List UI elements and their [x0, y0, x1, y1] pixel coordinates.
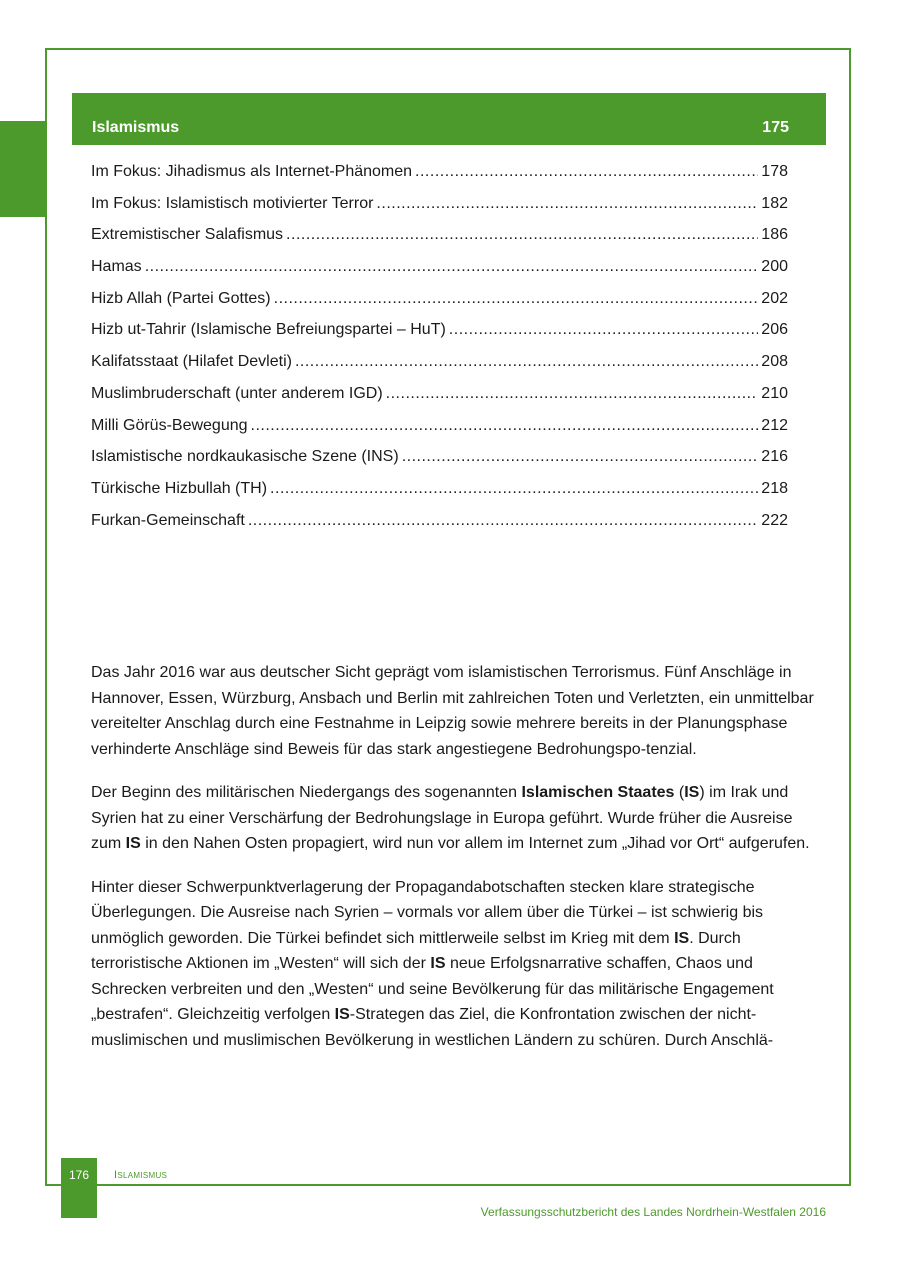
toc-leader [286, 226, 758, 244]
bold-term: IS [674, 929, 690, 947]
toc-entry-page: 222 [761, 511, 788, 529]
toc-entry-label: Milli Görüs-Bewegung [91, 416, 248, 434]
toc-header [72, 93, 826, 145]
bold-term: Islamischen Staates [521, 784, 675, 801]
table-of-contents [91, 163, 788, 543]
toc-entry[interactable] [91, 512, 788, 544]
toc-entry[interactable] [91, 417, 788, 449]
toc-entry-label: Hizb Allah (Partei Gottes) [91, 289, 271, 307]
toc-entry-page: 182 [761, 194, 788, 212]
text-run: neue Erfolgsnarrative schaffen, Chaos und Schrecken verbreiten und den „Westen“ und seine Bevölkerung für das militärische Engagement „bestrafen“. Gleichzeitig verfolgen [91, 955, 774, 1023]
toc-leader [386, 385, 759, 403]
paragraph-3 [91, 875, 826, 1054]
toc-entry[interactable] [91, 290, 788, 322]
toc-leader [449, 321, 759, 339]
toc-leader [402, 448, 759, 466]
body-text [91, 660, 826, 1071]
toc-leader [376, 195, 758, 213]
toc-entry-label: Muslimbruderschaft (unter anderem IGD) [91, 384, 383, 402]
text-run: . Durch terroristische Aktionen im „Westen“ will sich der [91, 929, 741, 972]
toc-entry[interactable] [91, 353, 788, 385]
toc-entry-label: Im Fokus: Islamistisch motivierter Terror [91, 194, 374, 212]
toc-entry-label: Hamas [91, 258, 142, 276]
toc-entry-page: 208 [761, 353, 788, 371]
paragraph-1: Das Jahr 2016 war aus deutscher Sicht geprägt vom islamistischen Terrorismus. Fünf Anschläge in Hannover, Essen, Würzburg, Ansbach und Berlin mit zahlreichen Toten und Verletzten, ein unmittelbar vereitelter Anschlag durch eine Festnahme in Leipzig sowie mehrere bereits in der Planungsphase verhinderte Anschläge sind Beweis für das stark angestiegene Bedrohungspo-tenzial. [91, 664, 814, 758]
toc-header-title: Islamismus [92, 119, 180, 136]
toc-entry-label: Hizb ut-Tahrir (Islamische Befreiungspartei – HuT) [91, 321, 446, 339]
toc-entry[interactable] [91, 195, 788, 227]
bold-term: IS [125, 835, 141, 852]
toc-entry[interactable] [91, 448, 788, 480]
toc-leader [274, 290, 759, 308]
text-run: Hinter dieser Schwerpunktverlagerung der Propagandabotschaften stecken klare strategische Überlegungen. Die Ausreise nach Syrien – vormals vor allem über die Türkei – ist schwierig bis unmöglich geworden. Die Türkei befindet sich mittlerweile selbst im Krieg mit dem [91, 878, 764, 947]
footer-publication-title: Verfassungsschutzbericht des Landes Nordrhein-Westfalen 2016 [480, 1205, 826, 1219]
toc-entry-page: 200 [761, 258, 788, 276]
toc-entry-page: 218 [761, 479, 788, 497]
toc-entry[interactable] [91, 480, 788, 512]
text-run: ( [674, 784, 685, 801]
footer-section-label: Islamismus [114, 1169, 168, 1181]
toc-entry-page: 202 [761, 289, 788, 307]
bold-term: IS [684, 784, 700, 801]
toc-leader [145, 258, 759, 276]
toc-entry-page: 210 [761, 384, 788, 402]
bold-term: IS [334, 1006, 350, 1023]
text-run: in den Nahen Osten propagiert, wird nun vor allem im Internet zum „Jihad vor Ort“ aufgerufen. [140, 835, 810, 852]
toc-entry-page: 216 [761, 448, 788, 466]
toc-entry-label: Kalifatsstaat (Hilafet Devleti) [91, 353, 292, 371]
toc-entry-page: 186 [761, 226, 788, 244]
toc-entry-label: Furkan-Gemeinschaft [91, 511, 245, 529]
toc-entry-label: Islamistische nordkaukasische Szene (INS) [91, 448, 399, 466]
bold-term: IS [430, 955, 446, 972]
toc-header-page: 175 [762, 119, 789, 136]
text-run: -Strategen das Ziel, die Konfrontation zwischen der nicht-muslimischen und muslimischen Bevölkerung in westlichen Ländern zu schüren. Durch Anschlä- [91, 1006, 774, 1049]
toc-entry-label: Im Fokus: Jihadismus als Internet-Phänomen [91, 163, 413, 180]
paragraph-2 [91, 780, 826, 857]
text-run: ) im Irak und Syrien hat zu einer Verschärfung der Bedrohungslage in Europa geführt. Wurde früher die Ausreise zum [91, 784, 793, 852]
toc-leader [251, 417, 759, 435]
toc-entry[interactable] [91, 321, 788, 353]
toc-entry-page: 206 [761, 321, 788, 339]
text-run: Der Beginn des militärischen Niedergangs des sogenannten [91, 784, 522, 801]
toc-entry[interactable] [91, 226, 788, 258]
toc-entry-label: Extremistischer Salafismus [91, 226, 284, 244]
toc-leader [295, 353, 758, 371]
toc-leader [415, 163, 758, 181]
toc-entry[interactable] [91, 163, 788, 195]
footer-page-tab [61, 1158, 97, 1218]
footer-page-number: 176 [68, 1168, 90, 1182]
toc-entry[interactable] [91, 385, 788, 417]
toc-entry-label: Türkische Hizbullah (TH) [91, 479, 268, 497]
chapter-tab-marker [0, 121, 46, 217]
toc-entry[interactable] [91, 258, 788, 290]
toc-entry-page: 212 [761, 416, 788, 434]
toc-leader [270, 480, 758, 498]
toc-leader [248, 512, 758, 530]
toc-entry-page: 178 [761, 163, 788, 180]
